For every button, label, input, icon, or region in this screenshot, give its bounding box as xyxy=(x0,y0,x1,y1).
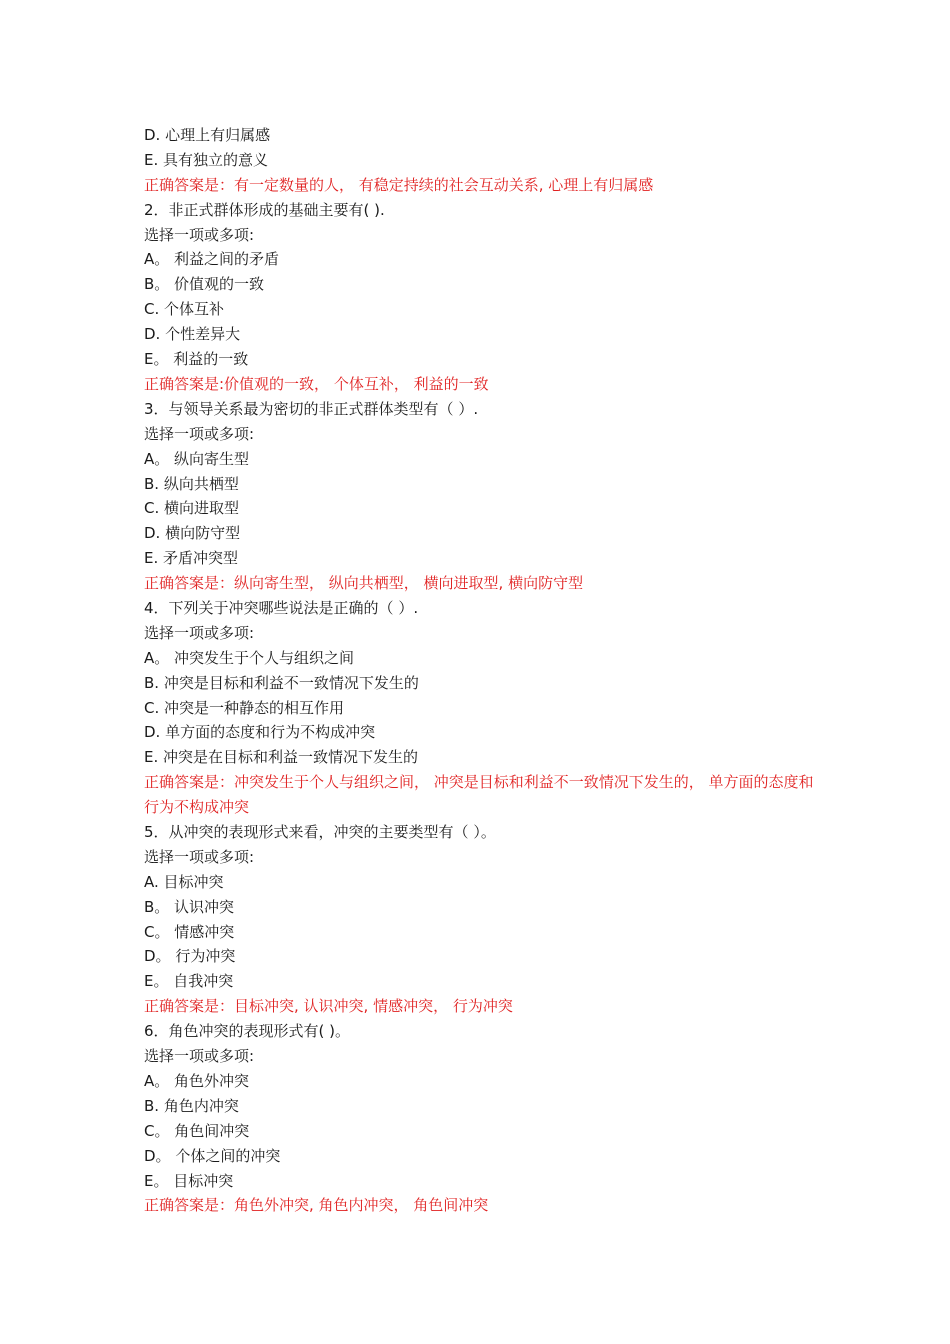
correct-answer: 正确答案是：冲突发生于个人与组织之间， 冲突是目标和利益不一致情况下发生的， 单方面的态度和行为不构成冲突 xyxy=(144,773,814,817)
option-line: E。 利益的一致 xyxy=(144,350,249,369)
question-prompt: 选择一项或多项: xyxy=(144,847,255,866)
option-line: A。 冲突发生于个人与组织之间 xyxy=(144,648,355,667)
option-line: D. 心理上有归属感 xyxy=(144,126,271,144)
question-4 xyxy=(144,596,814,820)
option-line: D。 行为冲突 xyxy=(144,947,236,966)
correct-answer: 正确答案是：纵向寄生型， 纵向共栖型， 横向进取型, 横向防守型 xyxy=(144,574,584,593)
question-stem: 2．非正式群体形成的基础主要有( ). xyxy=(144,200,385,219)
option-line: B. 纵向共栖型 xyxy=(144,474,239,493)
question-2 xyxy=(144,198,814,397)
continued-question xyxy=(144,123,814,198)
option-line: E. 冲突是在目标和利益一致情况下发生的 xyxy=(144,748,419,767)
option-line: B. 角色内冲突 xyxy=(144,1096,239,1115)
option-line: C。 情感冲突 xyxy=(144,922,235,941)
correct-answer: 正确答案是：有一定数量的人， 有稳定持续的社会互动关系, 心理上有归属感 xyxy=(144,175,654,194)
option-line: A。 角色外冲突 xyxy=(144,1071,250,1090)
question-stem: 5．从冲突的表现形式来看，冲突的主要类型有（ ）。 xyxy=(144,823,496,842)
option-line: C. 冲突是一种静态的相互作用 xyxy=(144,698,345,717)
question-prompt: 选择一项或多项: xyxy=(144,225,255,244)
option-line: C. 横向进取型 xyxy=(144,499,240,518)
option-line: A。 纵向寄生型 xyxy=(144,449,250,468)
option-line: E. 矛盾冲突型 xyxy=(144,549,239,568)
question-prompt: 选择一项或多项: xyxy=(144,623,255,642)
option-line: A. 目标冲突 xyxy=(144,872,224,891)
question-5 xyxy=(144,820,814,1019)
option-line: E。 目标冲突 xyxy=(144,1171,234,1190)
option-line: C。 角色间冲突 xyxy=(144,1121,250,1140)
question-stem: 3．与领导关系最为密切的非正式群体类型有（ ）. xyxy=(144,399,479,418)
option-line: C. 个体互补 xyxy=(144,300,225,319)
question-3 xyxy=(144,397,814,596)
option-line: B。 认识冲突 xyxy=(144,897,235,916)
document-body xyxy=(144,123,814,1218)
option-line: A。 利益之间的矛盾 xyxy=(144,250,280,269)
question-stem: 6．角色冲突的表现形式有( )。 xyxy=(144,1022,351,1041)
option-line: D。 个体之间的冲突 xyxy=(144,1146,281,1165)
question-stem: 4．下列关于冲突哪些说法是正确的（ ）. xyxy=(144,598,419,617)
correct-answer: 正确答案是：角色外冲突, 角色内冲突， 角色间冲突 xyxy=(144,1196,489,1215)
question-prompt: 选择一项或多项: xyxy=(144,424,255,443)
option-line: B。 价值观的一致 xyxy=(144,275,265,294)
option-line: E。 自我冲突 xyxy=(144,972,234,991)
option-line: D. 单方面的态度和行为不构成冲突 xyxy=(144,723,376,742)
question-6 xyxy=(144,1019,814,1218)
option-line: B. 冲突是目标和利益不一致情况下发生的 xyxy=(144,673,419,692)
question-prompt: 选择一项或多项: xyxy=(144,1047,255,1066)
option-line: E. 具有独立的意义 xyxy=(144,150,269,169)
correct-answer: 正确答案是:价值观的一致， 个体互补， 利益的一致 xyxy=(144,374,489,393)
correct-answer: 正确答案是：目标冲突, 认识冲突, 情感冲突， 行为冲突 xyxy=(144,997,513,1016)
option-line: D. 横向防守型 xyxy=(144,524,241,543)
option-line: D. 个性差异大 xyxy=(144,325,241,344)
